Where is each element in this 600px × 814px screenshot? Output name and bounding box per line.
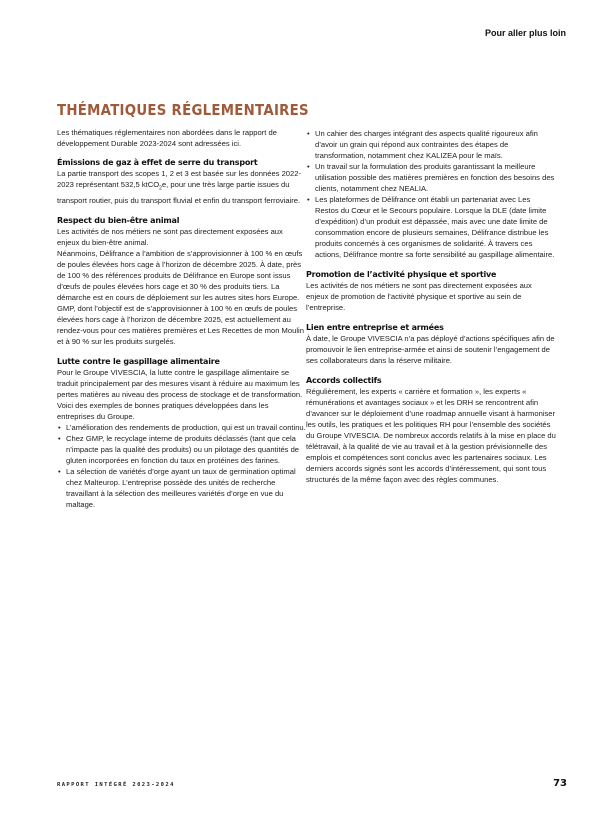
section-heading: Émissions de gaz à effet de serre du transport xyxy=(57,158,258,167)
paragraph: Les activités de nos métiers ne sont pas directement exposées aux enjeux du bien-être animal. xyxy=(57,226,283,247)
list-item: • L’amélioration des rendements de production, qui est un travail continu. xyxy=(57,422,307,433)
page-title: THÉMATIQUES RÉGLEMENTAIRES xyxy=(57,101,309,119)
page-number: 73 xyxy=(553,778,567,789)
section-heading: Lien entre entreprise et armées xyxy=(306,323,444,332)
section-waste xyxy=(57,356,307,510)
report-footer: RAPPORT INTÉGRÉ 2023-2024 xyxy=(57,782,175,788)
section-heading: Promotion de l’activité physique et sportive xyxy=(306,270,497,279)
section-text xyxy=(57,168,307,206)
text-part: La partie transport des scopes 1, 2 et 3 est basée sur les données 2022-2023 représentant 532,5 ktCO xyxy=(57,169,301,189)
list-item: • Un travail sur la formulation des produits garantissant la meilleure utilisation possible des matières premières en fonction des besoins des clients, notamment chez NEALIA. xyxy=(306,161,556,194)
paragraph: GMP, dont l’objectif est de s’approvisionner à 100 % en œufs de poules élevées hors cage à l’horizon de décembre 2025, est actuellement au rendez-vous pour ces matières premières et Les Recettes de mon Moulin et à 90 % sur les produits surgelés. xyxy=(57,303,304,346)
paragraph: Pour le Groupe VIVESCIA, la lutte contre le gaspillage alimentaire se traduit principalement par des mesures visant à réduire au maximum les pertes matières au niveau des process de stockage et de transformation. Voici des exemples de bonnes pratiques développées dans les entreprises du Groupe. xyxy=(57,367,303,421)
intro-text: Les thématiques réglementaires non abordées dans le rapport de développement Durable 2023-2024 sont adressées ici. xyxy=(57,128,277,148)
paragraph: Régulièrement, les experts « carrière et formation », les experts « rémunérations et avantages sociaux » et les DRH se rencontrent afin d’avancer sur le déploiement d’une roadmap annuelle visant à harmoniser les outils, les pratiques et les politiques RH pour l’ensemble des sociétés du Groupe VIVESCIA. De nombreux accords relatifs à la mise en place du télétravail, à la qualité de vie au travail et à la gestion prévisionnelle des emplois et compétences sont conclus avec les partenaires sociaux. Les derniers accords signés sont les accords d’intéressement, qui sont tous structurés de la même façon avec des règles communes. xyxy=(306,387,556,484)
section-heading: Respect du bien-être animal xyxy=(57,215,180,225)
bullet-list xyxy=(57,422,307,510)
list-item: • La sélection de variétés d’orge ayant un taux de germination optimal chez Malteurop. L’entreprise possède des unités de recherche travaillant à la sélection des meilleures variétés d’orge en vue du maltage. xyxy=(57,466,307,510)
section-transport xyxy=(57,157,307,206)
list-item: • Chez GMP, le recyclage interne de produits déclassés (tant que cela n’impacte pas la qualité des produits) ou un pilotage des quantités de gluten incorporées en fonction du taux en protéines des farines. xyxy=(57,433,307,466)
right-column xyxy=(306,128,556,494)
paragraph: Les activités de nos métiers ne sont pas directement exposées aux enjeux de promotion de l’activité physique et sportive au sein de l’entreprise. xyxy=(306,281,532,312)
list-item: • Les plateformes de Délifrance ont établi un partenariat avec Les Restos du Cœur et le Secours populaire. Lorsque la DLE (date limite d’expédition) d’un produit est dépassée, mais avec une date limite de consommation encore de plusieurs semaines, Délifrance distribue les produits concernés à ces organismes de solidarité. À travers ces actions, Délifrance montre sa forte sensibilité au gaspillage alimentaire. xyxy=(306,194,556,260)
bullet-list xyxy=(306,128,556,260)
section-agreements xyxy=(306,375,556,485)
list-item: • Un cahier des charges intégrant des aspects qualité rigoureux afin d’avoir un grain qui répond aux contraintes des étapes de transformation, notamment chez KALIZEA pour le maïs. xyxy=(306,128,556,161)
paragraph: Néanmoins, Délifrance a l’ambition de s’approvisionner à 100 % en œufs de poules élevées hors cage à l’horizon de décembre 2025. À date, près de 100 % des références produits de Délifrance en Europe sont issus d’œufs de poules élevées hors cage et 30 % des produits tiers. La démarche est en cours de déploiement sur les autres sites hors Europe. xyxy=(57,248,303,302)
paragraph: À date, le Groupe VIVESCIA n’a pas déployé d’actions spécifiques afin de promouvoir le lien entreprise-armée et ainsi de soutenir l’engagement de ses collaborateurs dans la réserve militaire. xyxy=(306,334,555,365)
section-heading: Accords collectifs xyxy=(306,376,382,385)
subscript: 2 xyxy=(159,185,162,192)
section-waste-continued xyxy=(306,128,556,260)
section-army xyxy=(306,322,556,366)
section-heading: Lutte contre le gaspillage alimentaire xyxy=(57,356,220,366)
text-part: e, pour une très large partie issues du transport routier, puis du transport fluvial et enfin du transport ferroviaire. xyxy=(57,180,301,205)
section-sport xyxy=(306,269,556,313)
left-column xyxy=(57,127,307,519)
section-link[interactable]: Pour aller plus loin xyxy=(484,28,566,38)
section-animal xyxy=(57,215,307,347)
